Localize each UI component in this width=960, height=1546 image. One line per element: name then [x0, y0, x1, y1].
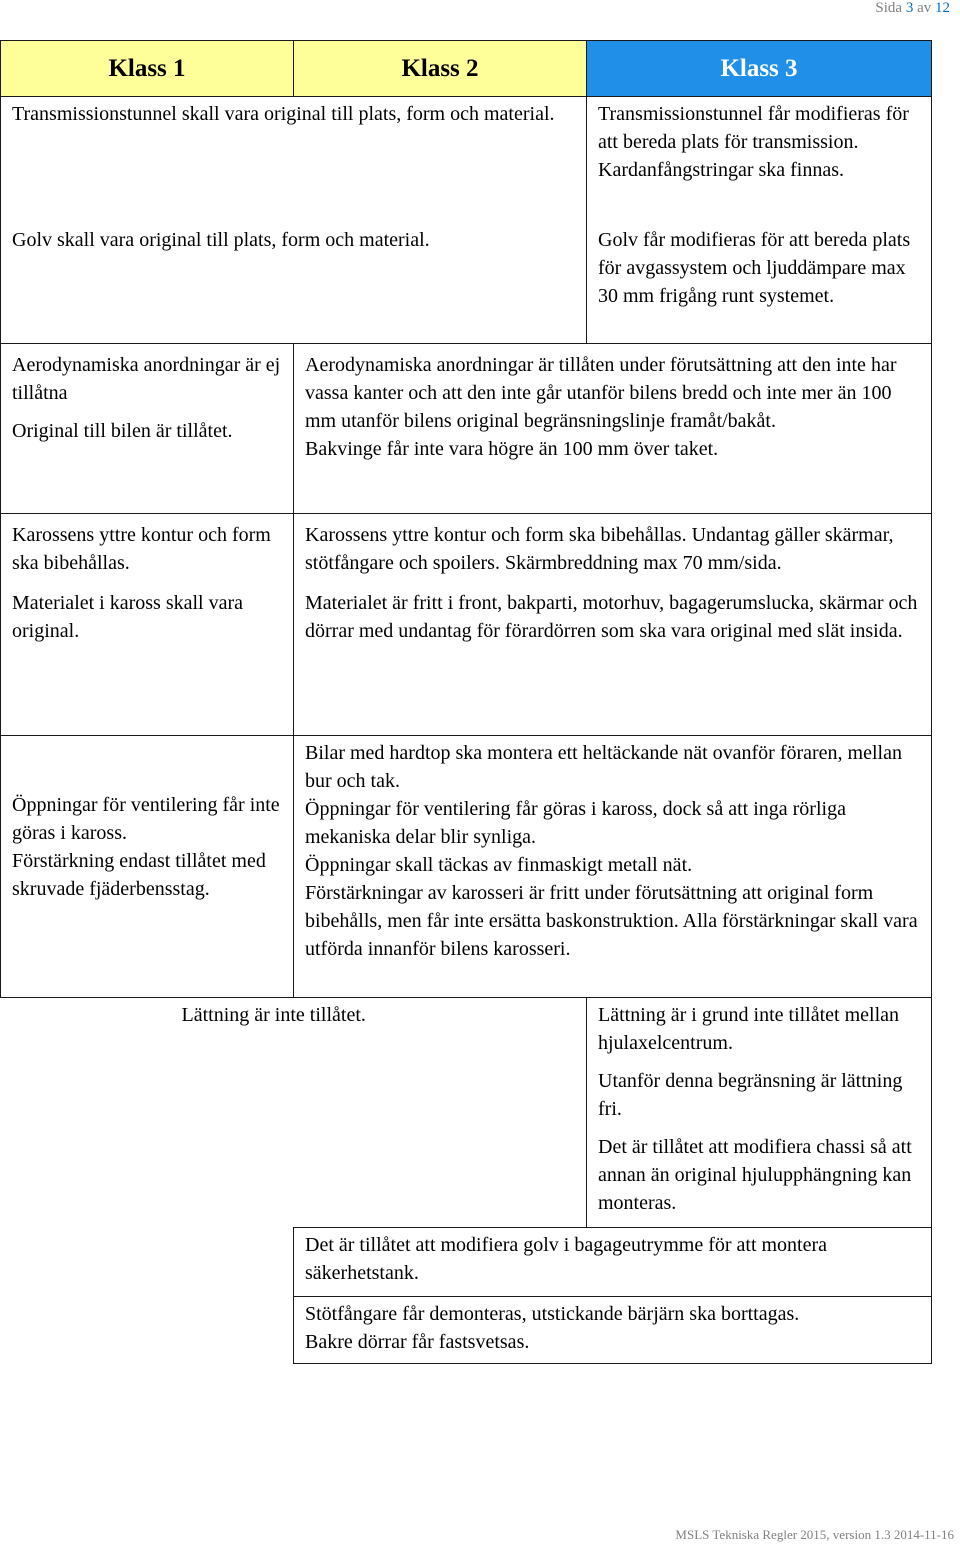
text-aero-k23-a: Aerodynamiska anordningar är tillåten under förutsättning att den inte har vassa kanter och att den inte går utanför bilens bredd och inte mer än 100 mm utanför bilens original begränsningslinje framåt/bakåt.	[305, 354, 897, 432]
header-row	[1, 41, 932, 97]
text-body-k23-a: Karossens yttre kontur och form ska bibehållas. Undantag gäller skärmar, stötfångare och spoilers. Skärmbreddning max 70 mm/sida.	[305, 524, 894, 574]
text-light-k3-a: Lättning är i grund inte tillåtet mellan hjulaxelcentrum.	[598, 1004, 900, 1054]
cell-light-k12	[1, 998, 587, 1228]
text-aero-k1-a: Aerodynamiska anordningar är ej tillåtna	[12, 354, 281, 404]
cell-tunnel-k3	[587, 97, 932, 223]
header-klass1: Klass 1	[1, 41, 294, 97]
cell-trunk-k1	[1, 1228, 294, 1297]
page-of: av	[917, 0, 932, 16]
text-vent-k1-b: Förstärkning endast tillåtet med skruvade fjäderbensstag.	[12, 850, 266, 900]
row-trunk	[1, 1228, 932, 1297]
text-floor-k12: Golv skall vara original till plats, form och material.	[12, 228, 430, 251]
text-vent-k23-d: Förstärkningar av karosseri är fritt under förutsättning att original form bibehålls, men får inte ersätta baskonstruktion. Alla förstärkningar skall vara utförda innanför bilens karosseri.	[305, 882, 918, 960]
text-light-k3-b: Utanför denna begränsning är lättning fri.	[598, 1070, 903, 1120]
text-body-k1-a: Karossens yttre kontur och form ska bibehållas.	[12, 524, 271, 574]
cell-vent-k1	[1, 736, 294, 998]
text-body-k1-b: Materialet i kaross skall vara original.	[12, 592, 244, 642]
text-light-k12: Lättning är inte tillåtet.	[181, 1004, 366, 1026]
footer-text: MSLS Tekniska Regler 2015, version 1.3 2014-11-16	[675, 1527, 954, 1542]
row-aero	[1, 344, 932, 514]
header-klass2: Klass 2	[294, 41, 587, 97]
cell-body-k1	[1, 514, 294, 736]
cell-aero-k23	[294, 344, 932, 514]
page-total: 12	[935, 0, 950, 16]
text-bumper-k23-b: Bakre dörrar får fastsvetsas.	[305, 1331, 530, 1353]
cell-bumper-k1	[1, 1297, 294, 1364]
page-number	[875, 0, 950, 17]
cell-tunnel-k12	[1, 97, 587, 223]
text-vent-k23-a: Bilar med hardtop ska montera ett heltäckande nät ovanför föraren, mellan bur och tak.	[305, 742, 902, 792]
cell-light-k3	[587, 998, 932, 1228]
cell-body-k23	[294, 514, 932, 736]
cell-trunk-k23	[294, 1228, 932, 1297]
text-vent-k23-b: Öppningar för ventilering får göras i kaross, dock så att inga rörliga mekaniska delar blir synliga.	[305, 798, 846, 848]
page-current: 3	[905, 0, 914, 16]
cell-floor-k3	[587, 223, 932, 344]
text-tunnel-k3: Transmissionstunnel får modifieras för att bereda plats för transmission. Kardanfångstringar ska finnas.	[598, 103, 909, 181]
cell-vent-k23	[294, 736, 932, 998]
row-tunnel	[1, 97, 932, 223]
text-tunnel-k12: Transmissionstunnel skall vara original till plats, form och material.	[12, 103, 555, 125]
row-vent	[1, 736, 932, 998]
row-floor	[1, 223, 932, 344]
text-light-k3-c: Det är tillåtet att modifiera chassi så att annan än original hjulupphängning kan monteras.	[598, 1136, 912, 1214]
text-vent-k1-a: Öppningar för ventilering får inte göras i kaross.	[12, 794, 280, 844]
text-aero-k23-b: Bakvinge får inte vara högre än 100 mm över taket.	[305, 438, 719, 460]
rules-table	[0, 40, 932, 1364]
text-aero-k1-b: Original till bilen är tillåtet.	[12, 420, 233, 442]
text-body-k23-b: Materialet är fritt i front, bakparti, motorhuv, bagagerumslucka, skärmar och dörrar med undantag för förardörren som ska vara original med slät insida.	[305, 592, 918, 642]
header-klass3: Klass 3	[587, 41, 932, 97]
cell-floor-k12	[1, 223, 587, 344]
text-bumper-k23-a: Stötfångare får demonteras, utstickande bärjärn ska borttagas.	[305, 1303, 800, 1325]
page-label: Sida	[875, 0, 903, 16]
text-trunk-k23: Det är tillåtet att modifiera golv i bagageutrymme för att montera säkerhetstank.	[305, 1234, 828, 1284]
cell-bumper-k23	[294, 1297, 932, 1364]
row-body	[1, 514, 932, 736]
text-vent-k23-c: Öppningar skall täckas av finmaskigt metall nät.	[305, 854, 693, 876]
row-lightening	[1, 998, 932, 1228]
cell-aero-k1	[1, 344, 294, 514]
row-bumper	[1, 1297, 932, 1364]
text-floor-k3: Golv får modifieras för att bereda plats för avgassystem och ljuddämpare max 30 mm frigång runt systemet.	[598, 228, 911, 307]
